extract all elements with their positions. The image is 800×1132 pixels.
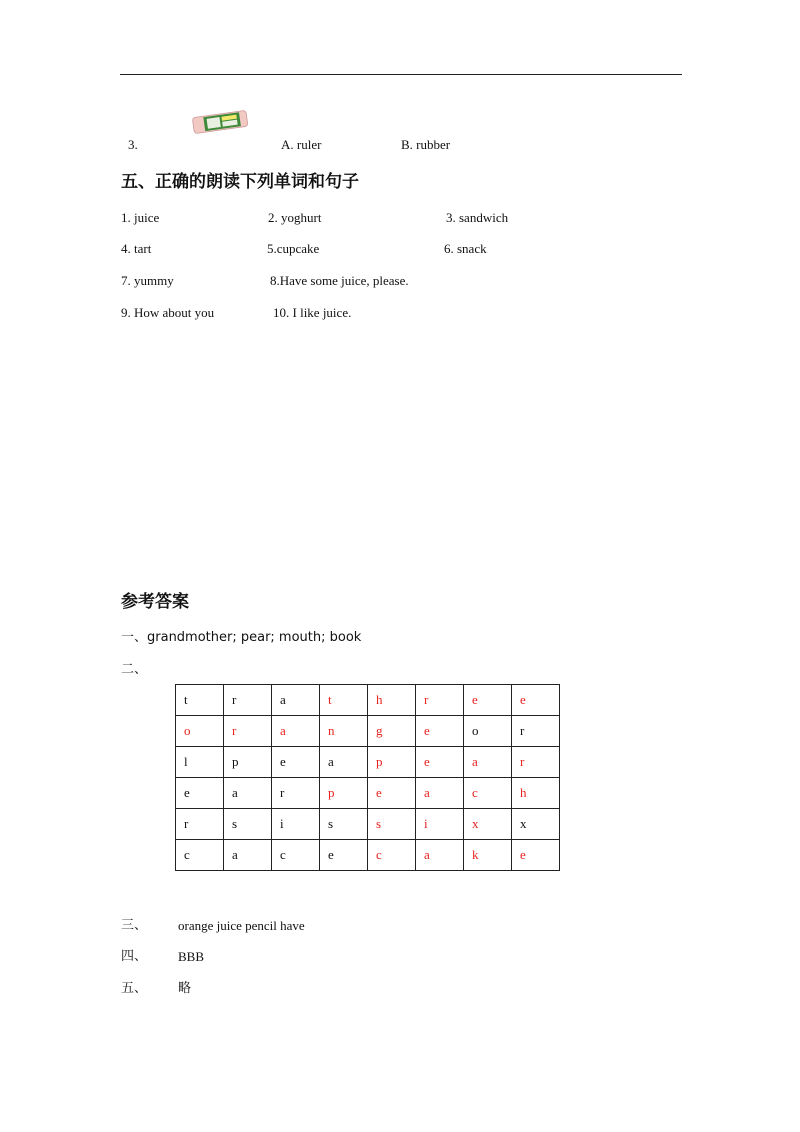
sentence-item: 8.Have some juice, please. [270, 273, 409, 288]
grid-cell: e [368, 778, 416, 809]
grid-row [176, 778, 560, 809]
word-item: 1. juice [121, 210, 160, 225]
word-item: 6. snack [444, 241, 487, 256]
grid-cell: e [272, 747, 320, 778]
grid-cell: e [416, 716, 464, 747]
grid-row [176, 685, 560, 716]
grid-cell: k [464, 840, 512, 871]
grid-cell: r [416, 685, 464, 716]
answer-1: 一、grandmother; pear; mouth; book [121, 630, 362, 645]
header-rule [120, 74, 682, 75]
grid-cell: o [464, 716, 512, 747]
grid-cell: p [224, 747, 272, 778]
grid-cell: e [416, 747, 464, 778]
answer-2-label: 二、 [121, 662, 148, 677]
grid-cell: a [464, 747, 512, 778]
grid-cell: a [320, 747, 368, 778]
sentence-item: 10. I like juice. [273, 305, 352, 320]
word-item: 7. yummy [121, 273, 174, 288]
q3-option-b: B. rubber [401, 137, 451, 152]
grid-cell: a [224, 840, 272, 871]
grid-row [176, 747, 560, 778]
word-item: 3. sandwich [446, 210, 509, 225]
grid-cell: s [368, 809, 416, 840]
section5-heading: 五、正确的朗读下列单词和句子 [121, 172, 359, 192]
grid-cell: l [176, 747, 224, 778]
word-item: 4. tart [121, 241, 152, 256]
grid-cell: a [272, 685, 320, 716]
eraser-image [190, 108, 250, 134]
grid-cell: e [320, 840, 368, 871]
grid-cell: r [512, 716, 560, 747]
grid-cell: a [272, 716, 320, 747]
grid-row [176, 840, 560, 871]
grid-cell: x [464, 809, 512, 840]
answer-5-text: 略 [178, 981, 192, 996]
grid-cell: p [368, 747, 416, 778]
grid-cell: a [224, 778, 272, 809]
grid-cell: s [224, 809, 272, 840]
answers-heading: 参考答案 [121, 592, 189, 612]
grid-cell: t [176, 685, 224, 716]
grid-cell: e [176, 778, 224, 809]
q3-option-a: A. ruler [281, 137, 322, 152]
answer-3-text: orange juice pencil have [178, 918, 305, 933]
grid-cell: h [368, 685, 416, 716]
grid-cell: i [416, 809, 464, 840]
answer-3-label: 三、 [121, 918, 148, 933]
grid-row [176, 809, 560, 840]
grid-cell: e [464, 685, 512, 716]
grid-cell: a [416, 778, 464, 809]
sentence-item: 9. How about you [121, 305, 215, 320]
word-item: 5.cupcake [267, 241, 320, 256]
grid-cell: x [512, 809, 560, 840]
grid-cell: r [512, 747, 560, 778]
grid-cell: t [320, 685, 368, 716]
answer-4-text: BBB [178, 949, 205, 964]
grid-cell: o [176, 716, 224, 747]
grid-cell: p [320, 778, 368, 809]
grid-cell: r [272, 778, 320, 809]
grid-cell: n [320, 716, 368, 747]
answer-4-label: 四、 [121, 949, 148, 964]
grid-cell: r [224, 716, 272, 747]
grid-cell: e [512, 685, 560, 716]
grid-cell: a [416, 840, 464, 871]
grid-cell: e [512, 840, 560, 871]
grid-cell: r [176, 809, 224, 840]
q3-number: 3. [128, 137, 138, 152]
grid-cell: h [512, 778, 560, 809]
grid-cell: r [224, 685, 272, 716]
grid-cell: s [320, 809, 368, 840]
word-item: 2. yoghurt [268, 210, 322, 225]
grid-cell: i [272, 809, 320, 840]
grid-row [176, 716, 560, 747]
answer-5-label: 五、 [121, 981, 148, 996]
grid-cell: c [464, 778, 512, 809]
grid-cell: c [368, 840, 416, 871]
grid-cell: c [272, 840, 320, 871]
word-search-grid [175, 684, 560, 871]
grid-cell: g [368, 716, 416, 747]
grid-cell: c [176, 840, 224, 871]
